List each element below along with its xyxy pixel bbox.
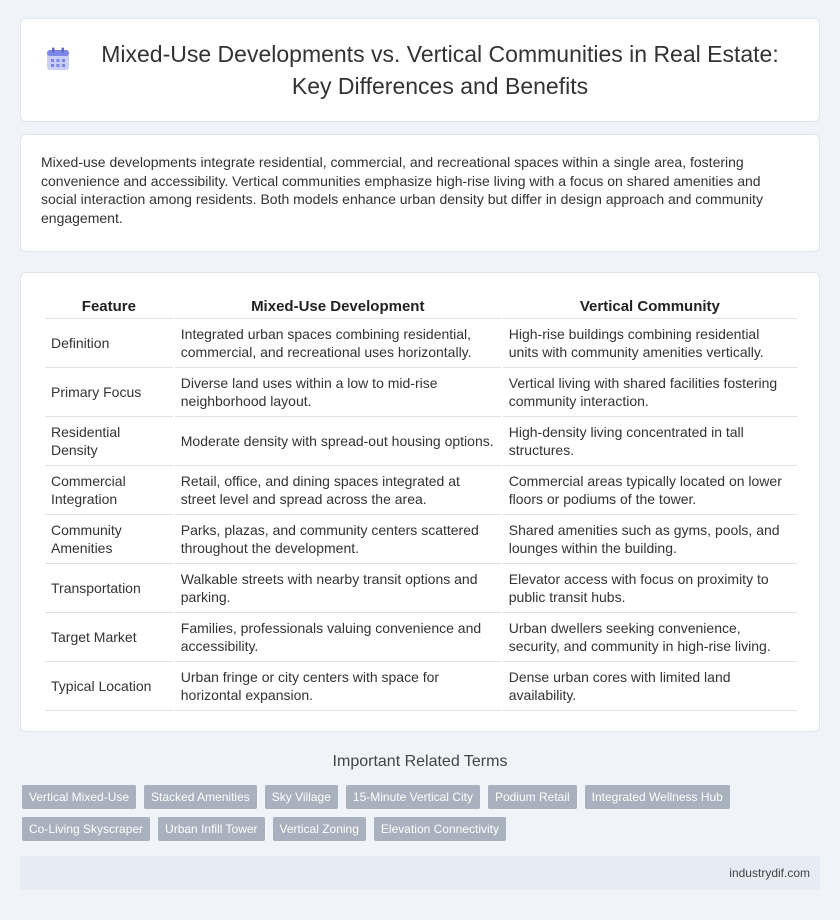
related-terms-tags — [22, 785, 802, 841]
mixed-use-cell: Retail, office, and dining spaces integrated at street level and spread across the area. — [175, 466, 501, 515]
related-tag[interactable]: Co-Living Skyscraper — [22, 817, 150, 841]
feature-cell: Definition — [45, 319, 173, 368]
related-tag[interactable]: Urban Infill Tower — [158, 817, 264, 841]
table-row — [45, 417, 797, 466]
table-header-row — [45, 291, 797, 319]
table-row — [45, 564, 797, 613]
comparison-table-card — [20, 272, 820, 732]
table-row — [45, 319, 797, 368]
feature-cell: Transportation — [45, 564, 173, 613]
table-row — [45, 613, 797, 662]
feature-cell: Primary Focus — [45, 368, 173, 417]
related-tag[interactable]: Elevation Connectivity — [374, 817, 506, 841]
mixed-use-cell: Parks, plazas, and community centers scattered throughout the development. — [175, 515, 501, 564]
vertical-cell: Elevator access with focus on proximity to public transit hubs. — [503, 564, 797, 613]
page-title: Mixed-Use Developments vs. Vertical Communities in Real Estate: Key Differences and Benefits — [101, 41, 779, 99]
related-tag[interactable]: Stacked Amenities — [144, 785, 257, 809]
summary-card — [20, 134, 820, 252]
feature-cell: Community Amenities — [45, 515, 173, 564]
vertical-cell: High-rise buildings combining residential units with community amenities vertically. — [503, 319, 797, 368]
mixed-use-cell: Families, professionals valuing convenience and accessibility. — [175, 613, 501, 662]
related-tag[interactable]: Podium Retail — [488, 785, 577, 809]
comparison-table — [43, 291, 799, 711]
feature-cell: Commercial Integration — [45, 466, 173, 515]
title-card — [20, 18, 820, 122]
calendar-icon — [45, 46, 71, 72]
footer — [20, 856, 820, 890]
table-row — [45, 466, 797, 515]
table-row — [45, 515, 797, 564]
header-feature: Feature — [45, 291, 173, 319]
related-tag[interactable]: Vertical Zoning — [273, 817, 366, 841]
vertical-cell: Urban dwellers seeking convenience, security, and community in high-rise living. — [503, 613, 797, 662]
related-tag[interactable]: 15-Minute Vertical City — [346, 785, 480, 809]
mixed-use-cell: Walkable streets with nearby transit options and parking. — [175, 564, 501, 613]
vertical-cell: Vertical living with shared facilities fostering community interaction. — [503, 368, 797, 417]
related-tag[interactable]: Vertical Mixed-Use — [22, 785, 136, 809]
summary-text: Mixed-use developments integrate residential, commercial, and recreational spaces within a single area, fostering convenience and accessibility. Vertical communities emphasize high-rise living with a focus on shared amenities and social interaction among residents. Both models enhance urban density but differ in design approach and community engagement. — [41, 154, 763, 226]
footer-site[interactable]: industrydif.com — [729, 866, 810, 880]
mixed-use-cell: Integrated urban spaces combining residential, commercial, and recreational uses horizontally. — [175, 319, 501, 368]
mixed-use-cell: Urban fringe or city centers with space for horizontal expansion. — [175, 662, 501, 711]
feature-cell: Target Market — [45, 613, 173, 662]
related-terms-title: Important Related Terms — [332, 753, 508, 770]
vertical-cell: Shared amenities such as gyms, pools, and lounges within the building. — [503, 515, 797, 564]
vertical-cell: Dense urban cores with limited land availability. — [503, 662, 797, 711]
related-tag[interactable]: Integrated Wellness Hub — [585, 785, 730, 809]
table-row — [45, 368, 797, 417]
table-row — [45, 662, 797, 711]
header-vertical: Vertical Community — [503, 291, 797, 319]
feature-cell: Residential Density — [45, 417, 173, 466]
feature-cell: Typical Location — [45, 662, 173, 711]
vertical-cell: High-density living concentrated in tall structures. — [503, 417, 797, 466]
header-mixed-use: Mixed-Use Development — [175, 291, 501, 319]
vertical-cell: Commercial areas typically located on lower floors or podiums of the tower. — [503, 466, 797, 515]
mixed-use-cell: Diverse land uses within a low to mid-rise neighborhood layout. — [175, 368, 501, 417]
related-tag[interactable]: Sky Village — [265, 785, 338, 809]
mixed-use-cell: Moderate density with spread-out housing options. — [175, 417, 501, 466]
